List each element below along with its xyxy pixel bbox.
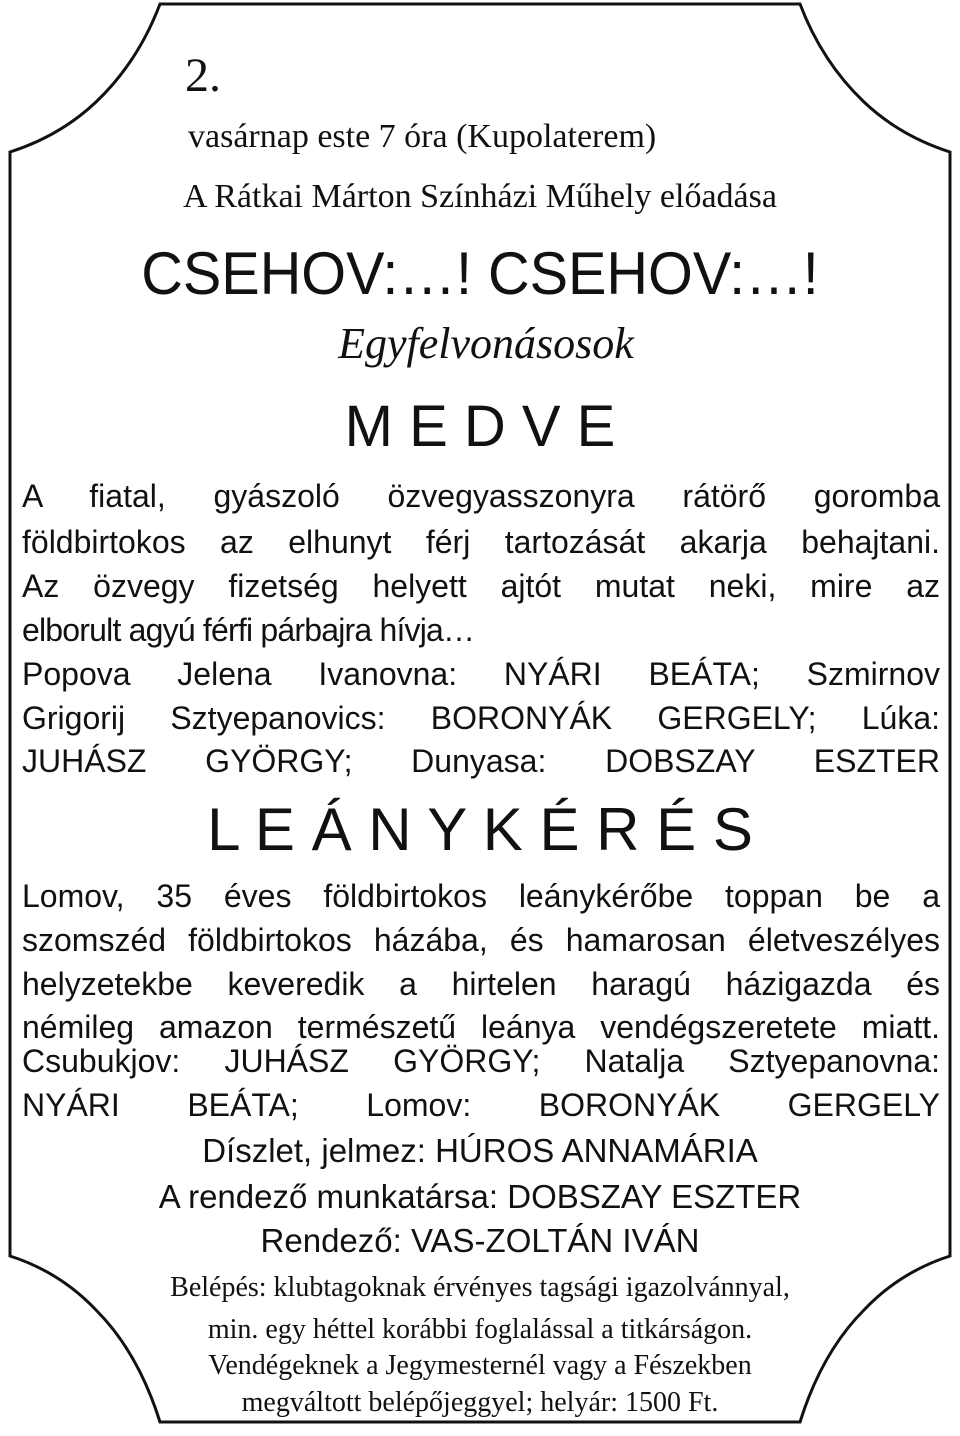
play1-description-line: földbirtokos az elhunyt férj tartozását akarja behajtani. (22, 524, 940, 560)
main-title: CSEHOV:…! CSEHOV:…! (141, 240, 819, 307)
play1-cast-line: Popova Jelena Ivanovna: NYÁRI BEÁTA; Szmirnov (22, 656, 940, 692)
play1-cast-line: Grigorij Sztyepanovics: BORONYÁK GERGELY; Lúka: (22, 700, 940, 736)
event-time: vasárnap este 7 óra (Kupolaterem) (188, 118, 657, 155)
play2-description-line: némileg amazon természetű leánya vendégszeretete miatt. (22, 1009, 940, 1045)
play2-description-line: szomszéd földbirtokos házába, és hamarosan életveszélyes (22, 922, 940, 958)
play1-title: M E D V E (344, 394, 616, 459)
subtitle: Egyfelvonásosok (338, 319, 634, 368)
admission-line: min. egy héttel korábbi foglalással a titkárságon. (207, 1314, 753, 1345)
play1-description-line: elborult agyú férfi párbajra hívja… (22, 612, 475, 648)
credit-assistant: A rendező munkatársa: DOBSZAY ESZTER (158, 1178, 802, 1215)
play2-description-line: Lomov, 35 éves földbirtokos leánykérőbe toppan be a (22, 878, 940, 914)
admission-line: Belépés: klubtagoknak érvényes tagsági igazolvánnyal, (170, 1272, 790, 1303)
credit-director: Rendező: VAS-ZOLTÁN IVÁN (260, 1222, 700, 1259)
presenter: A Rátkai Márton Színházi Műhely előadása (183, 178, 777, 215)
credit-design: Díszlet, jelmez: HÚROS ANNAMÁRIA (202, 1132, 758, 1169)
play2-cast-line: NYÁRI BEÁTA; Lomov: BORONYÁK GERGELY (22, 1087, 940, 1123)
program-number: 2. (185, 49, 221, 102)
admission-line: megváltott belépőjeggyel; helyár: 1500 Ft. (241, 1387, 719, 1418)
play1-description-line: A fiatal, gyászoló özvegyasszonyra rátörő goromba (22, 478, 940, 514)
play1-description-line: Az özvegy fizetség helyett ajtót mutat neki, mire az (22, 568, 940, 604)
play2-description-line: helyzetekbe keveredik a hirtelen haragú házigazda és (22, 966, 940, 1002)
play2-title: L E Á N Y K É R É S (207, 796, 753, 863)
play2-cast-line: Csubukjov: JUHÁSZ GYÖRGY; Natalja Sztyepanovna: (22, 1043, 940, 1079)
play1-cast-line: JUHÁSZ GYÖRGY; Dunyasa: DOBSZAY ESZTER (22, 743, 940, 779)
admission-line: Vendégeknek a Jegymesternél vagy a Fészekben (208, 1350, 752, 1381)
